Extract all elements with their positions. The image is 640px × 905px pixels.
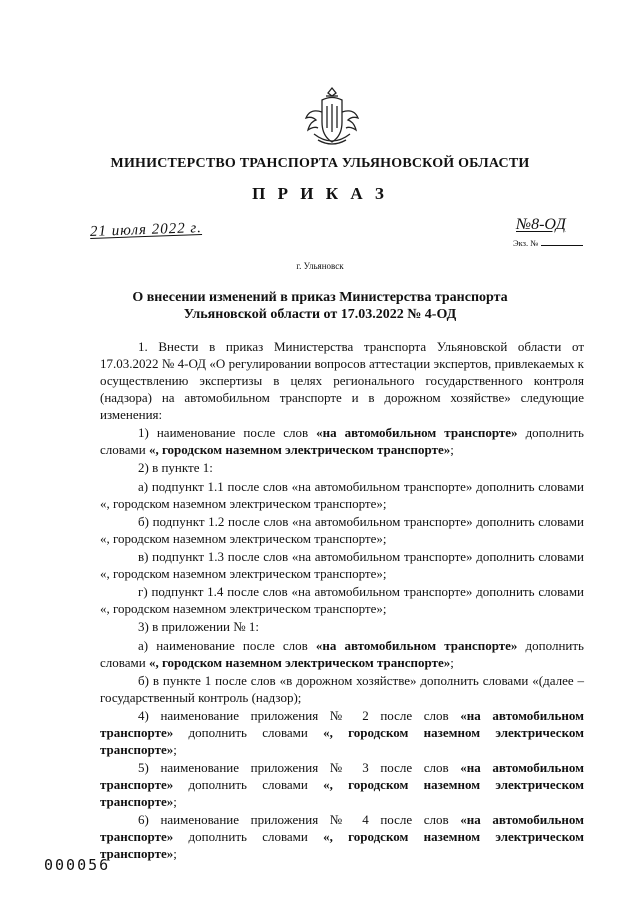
handwritten-order-number: №8-ОД [516,216,566,233]
order-subject [0,289,640,323]
paragraph: г) подпункт 1.4 после слов «на автомобильном транспорте» дополнить словами «, городском наземном электрическом транспорте»; [100,584,584,617]
paragraph: а) подпункт 1.1 после слов «на автомобильном транспорте» дополнить словами «, городском наземном электрическом транспорте»; [100,478,584,511]
document-title: П Р И К А З [252,184,388,203]
copy-number-label: Экз. № [513,238,539,248]
paragraph: 1) наименование после слов «на автомобильном транспорте» дополнить словами «, городском наземном электрическом транспорте»; [100,425,584,458]
subject-line-1: О внесении изменений в приказ Министерства транспорта [132,290,508,305]
paragraph: 1. Внести в приказ Министерства транспорта Ульяновской области от 17.03.2022 № 4-ОД «О регулировании вопросов аттестации экспертов, привлекаемых к осуществлению экспертизы в целях регионального государственного контроля (надзора) на автомобильном транспорте и в дорожном хозяйстве» следующие изменения: [100,339,584,422]
subject-line-2: Ульяновской области от 17.03.2022 № 4-ОД [183,307,457,322]
paragraph: 4) наименование приложения № 2 после слов «на автомобильном транспорте» дополнить словами «, городском наземном электрическом транспорте»; [100,707,585,757]
copy-number-line [541,237,583,246]
paragraph: 3) в приложении № 1: [138,619,260,635]
order-body [100,338,584,863]
paragraph: в) подпункт 1.3 после слов «на автомобильном транспорте» дополнить словами «, городском наземном электрическом транспорте»; [100,548,584,581]
page-number-stamp: 000056 [44,856,111,874]
handwritten-date: 21 июля 2022 г. [89,220,203,240]
coat-of-arms-icon [300,84,364,152]
paragraph: 6) наименование приложения № 4 после слов «на автомобильном транспорте» дополнить словами «, городском наземном электрическом транспорте»; [100,812,585,862]
copy-number-field [513,237,583,248]
city-label: г. Ульяновск [296,261,344,271]
ministry-name: МИНИСТЕРСТВО ТРАНСПОРТА УЛЬЯНОВСКОЙ ОБЛАСТИ [110,156,530,171]
paragraph: б) подпункт 1.2 после слов «на автомобильном транспорте» дополнить словами «, городском наземном электрическом транспорте»; [100,513,584,546]
paragraph: 2) в пункте 1: [138,460,213,476]
paragraph: а) наименование после слов «на автомобильном транспорте» дополнить словами «, городском наземном электрическом транспорте»; [100,637,584,670]
paragraph: 5) наименование приложения № 3 после слов «на автомобильном транспорте» дополнить словами «, городском наземном электрическом транспорте»; [100,760,585,810]
paragraph: б) в пункте 1 после слов «в дорожном хозяйстве» дополнить словами «(далее – государственный контроль (надзор); [100,672,584,705]
